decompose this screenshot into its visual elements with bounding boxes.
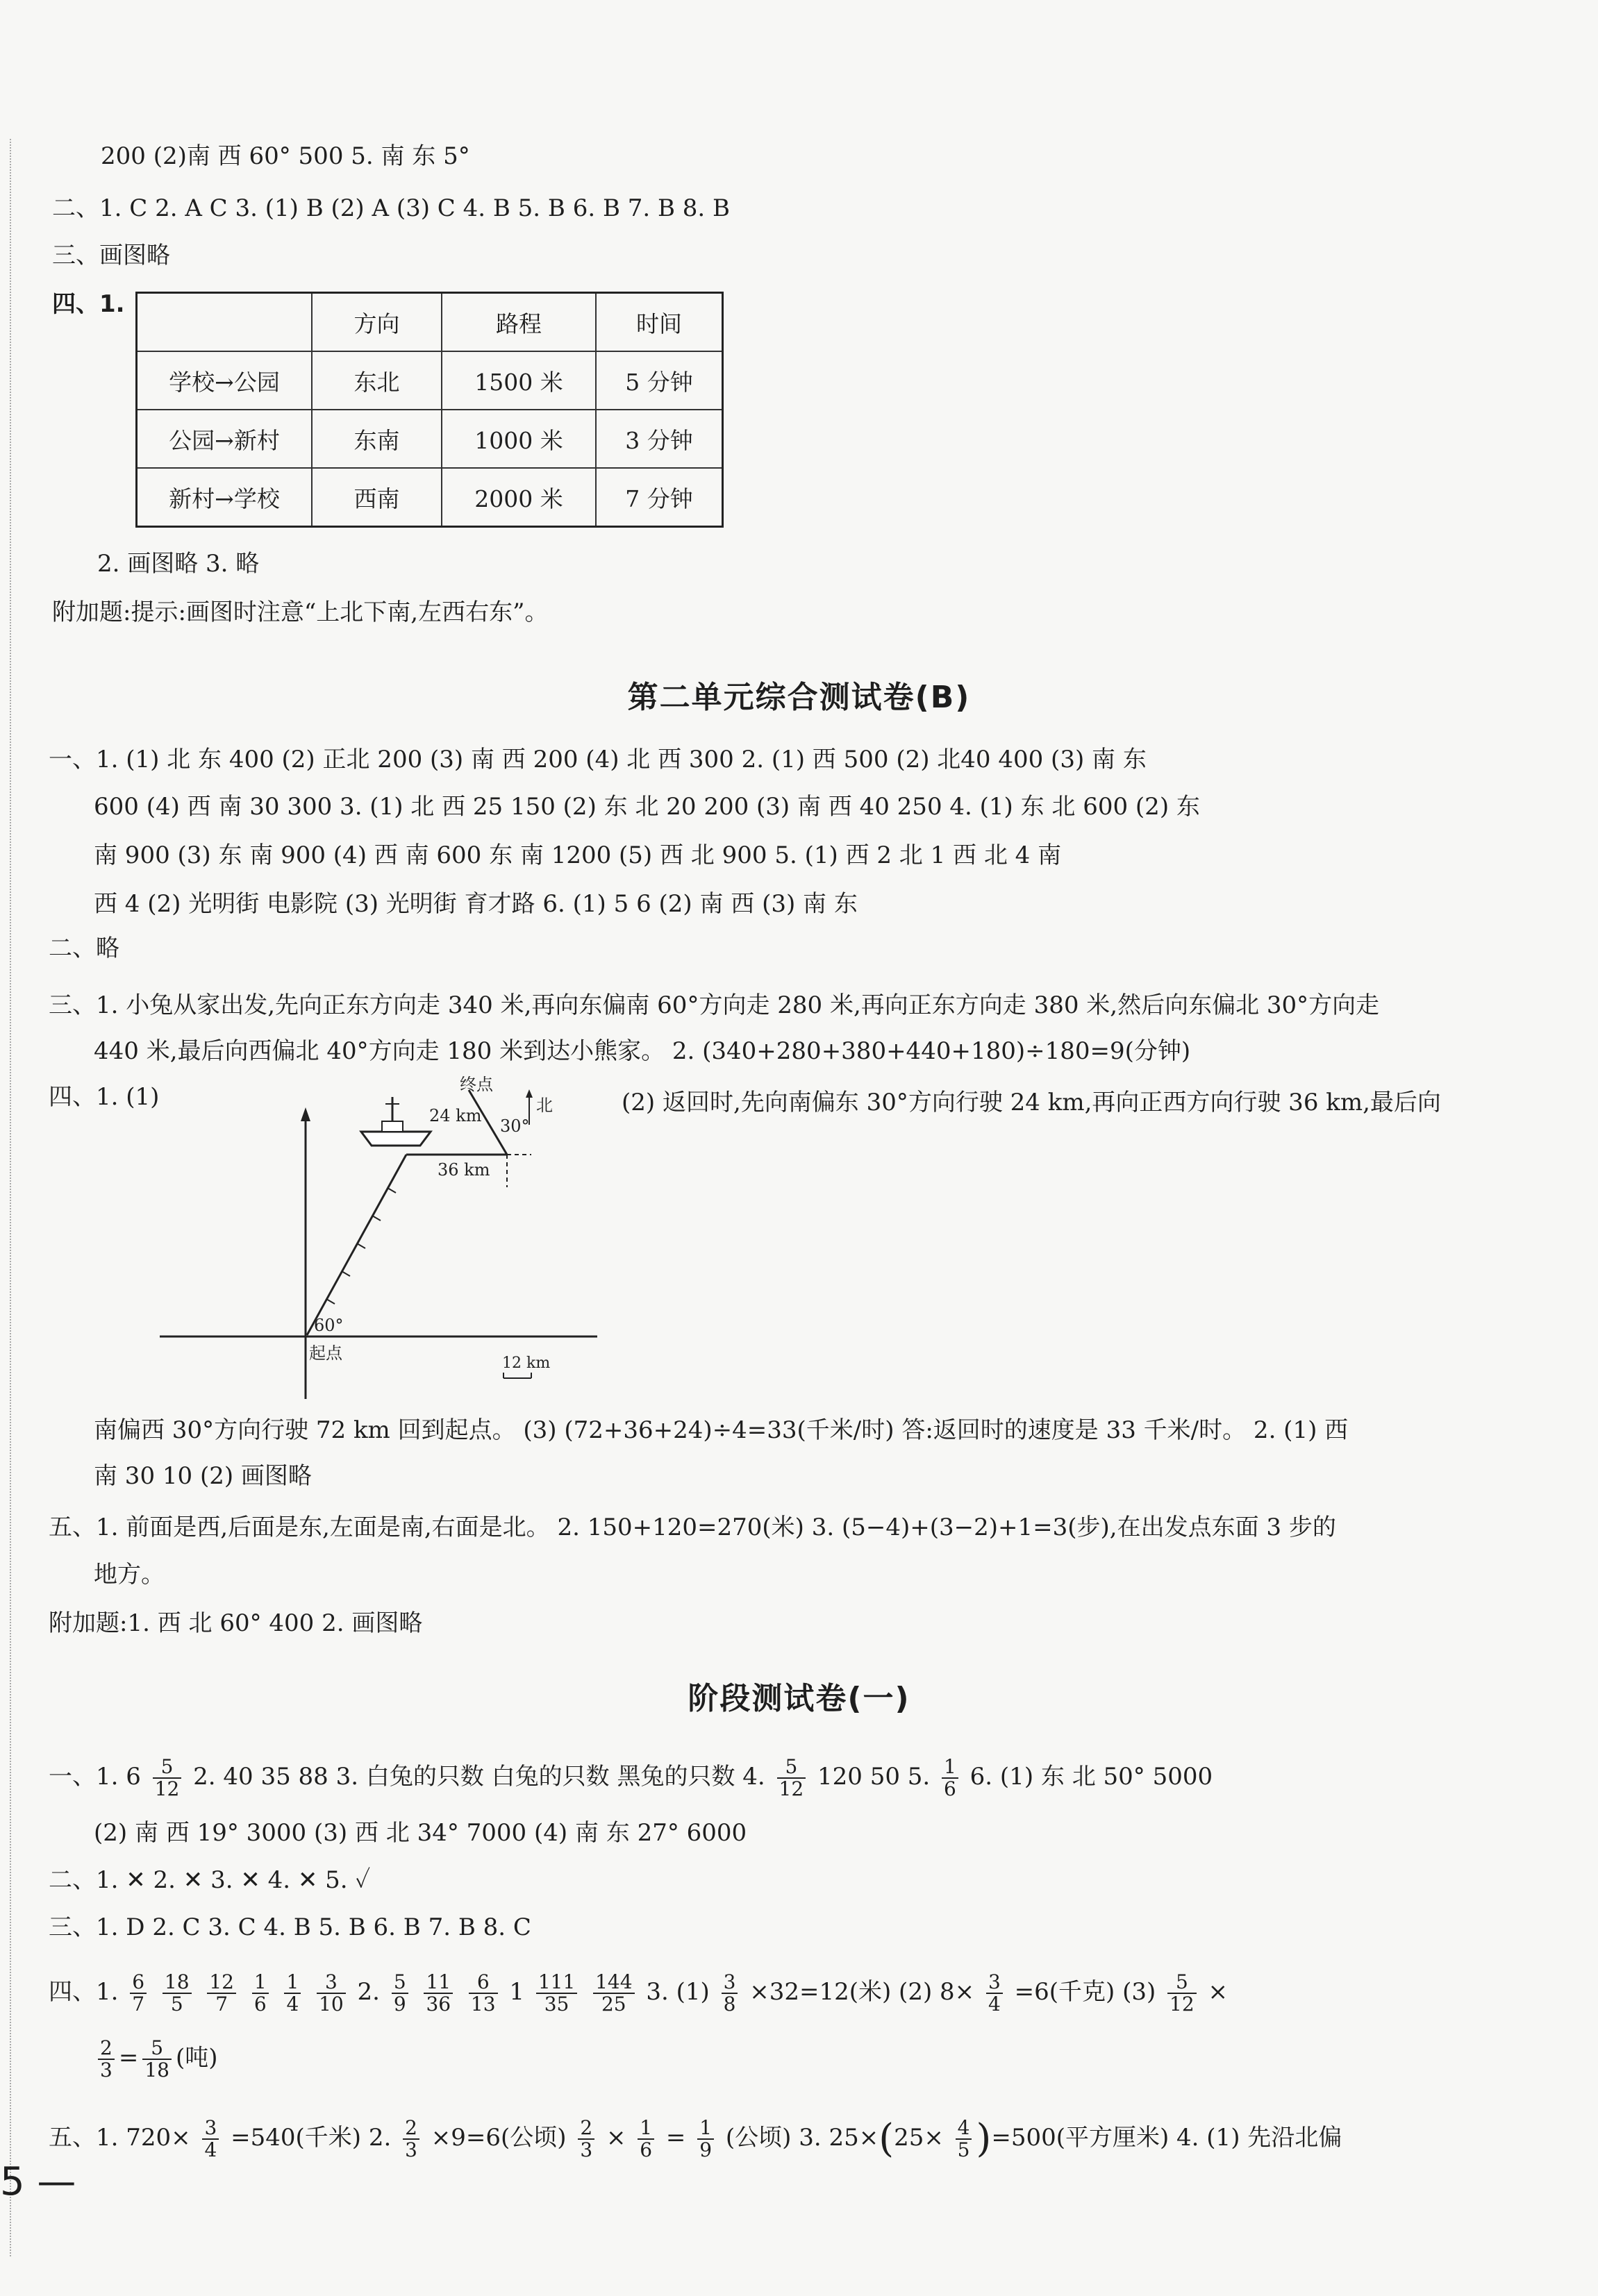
table-cell: 路程 [442,293,596,352]
denominator: 12 [154,1777,180,1800]
fraction [424,1972,453,2015]
fraction [392,1972,408,2015]
distance-label: 36 km [438,1160,490,1180]
fraction [469,1972,498,2015]
numerator: 1 [697,2118,714,2140]
fraction [317,1972,346,2015]
angle-label: 30° [500,1116,530,1136]
answer-line: 南 900 (3) 东 南 900 (4) 西 南 600 东 南 1200 (5) 西 北 900 5. (1) 西 2 北 1 西 北 4 南 [94,841,1062,869]
numerator: 11 [424,1972,453,1994]
text: 五、1. 720× [49,2124,191,2152]
denominator: 12 [779,1777,804,1800]
denominator: 25 [601,1993,626,2016]
fraction [284,1972,301,2015]
answer-line: 南 30 10 (2) 画图略 [94,1462,312,1490]
table-cell: 1500 米 [442,351,596,410]
denominator: 6 [640,2138,653,2161]
answer-line: (2) 南 西 19° 3000 (3) 西 北 34° 7000 (4) 南 东 27° 6000 [94,1819,747,1847]
denominator: 4 [286,1993,299,2016]
text: ×9=6(公顷) [431,2124,567,2152]
fraction [153,1757,182,1800]
north-label: 北 [536,1096,553,1115]
text: × [606,2124,626,2152]
table-cell: 方向 [312,293,442,352]
fraction [252,1972,269,2015]
text: 120 50 5. [817,1763,931,1791]
denominator: 6 [944,1777,956,1800]
numerator: 2 [578,2118,594,2140]
numerator: 1 [252,1972,269,1994]
answer-line: 西 4 (2) 光明街 电影院 (3) 光明街 育才路 6. (1) 5 6 (2) 南 西 (3) 南 东 [94,890,858,918]
numerator: 4 [956,2118,972,2140]
numerator: 2 [98,2038,115,2060]
text: 6. (1) 东 北 50° 5000 [969,1763,1213,1791]
fraction [142,2038,172,2081]
denominator: 7 [215,1993,228,2016]
fraction [777,1757,806,1800]
fraction [1167,1972,1197,2015]
text: 四、1. [49,1978,119,2006]
fraction [130,1972,147,2015]
numerator: 5 [142,2038,172,2060]
fraction [207,1972,236,2015]
fraction [722,1972,738,2015]
table-cell: 东北 [312,351,442,410]
text: (公顷) 3. 25× [725,2124,879,2152]
text: =6(千克) (3) [1014,1978,1156,2006]
numerator: 3 [722,1972,738,1994]
answer-line: 二、1. C 2. A C 3. (1) B (2) A (3) C 4. B 5. B 6. B 7. B 8. B [52,194,731,222]
denominator: 5 [957,2138,970,2161]
table-cell: 公园→新村 [137,410,313,468]
text: = [665,2124,686,2152]
answer-line: 三、1. 小兔从家出发,先向正东方向走 340 米,再向东偏南 60°方向走 280 米,再向正东方向走 380 米,然后向东偏北 30°方向走 [49,991,1380,1019]
fraction [98,2038,115,2081]
numerator: 3 [202,2118,219,2140]
answer-line: (2) 返回时,先向南偏东 30°方向行驶 24 km,再向正西方向行驶 36 km,最后向 [622,1089,1441,1116]
answer-line: 附加题:1. 西 北 60° 400 2. 画图略 [49,1609,423,1637]
denominator: 7 [132,1993,145,2016]
denominator: 9 [699,2138,713,2161]
table-cell: 新村→学校 [137,468,313,527]
numerator: 3 [986,1972,1003,1994]
numerator: 1 [942,1757,958,1779]
answer-line [49,1972,1228,2015]
answer-line: 一、1. (1) 北 东 400 (2) 正北 200 (3) 南 西 200 (4) 北 西 300 2. (1) 西 500 (2) 北40 400 (3) 南 东 [49,746,1147,773]
answer-line: 二、略 [49,935,119,962]
text: =540(千米) 2. [231,2124,392,2152]
angle-label: 60° [314,1316,344,1335]
numerator: 18 [163,1972,192,1994]
section-title: 第二单元综合测试卷(B) [627,680,971,715]
fraction [697,2118,714,2161]
text: 3. (1) [646,1978,710,2006]
denominator: 35 [544,1993,569,2016]
fraction [403,2118,419,2161]
table-row [137,351,723,410]
answer-line [49,1757,1213,1800]
end-label: 终点 [460,1075,493,1094]
numerator: 6 [469,1972,498,1994]
text: =500(平方厘米) 4. (1) 先沿北偏 [991,2124,1342,2152]
table-header-row [137,293,723,352]
text: 2. [357,1978,380,2006]
answer-line: 地方。 [94,1561,165,1589]
denominator: 5 [170,1993,183,2016]
answer-line: 四、1. (1) [49,1083,160,1111]
fraction [986,1972,1003,2015]
numerator: 1 [638,2118,654,2140]
question-label: 四、1. [52,290,125,318]
table-cell: 3 分钟 [596,410,723,468]
text: ×32=12(米) (2) 8× [749,1978,975,2006]
denominator: 12 [1170,1993,1195,2016]
numerator: 12 [207,1972,236,1994]
fraction [202,2118,219,2161]
answer-line: $\frac{2}{3}$ = $\frac{5}{18}$ (吨) [94,2038,218,2081]
numerator: 3 [317,1972,346,1994]
answer-line: 五、1. 720× $\frac{3}{4}$ =540(千米) 2. $\frac{2}{3}$ ×9=6(公顷) $\frac{2}{3}$ × $\frac{1}{6}$ = $\frac{1}{9}$ (公顷) 3. 25×(25× $\frac{4}{5}$ )=500(平方厘米) 4. (1) 先沿北偏 [49,2116,1342,2161]
scale-label: 12 km [502,1355,551,1372]
answer-line: 三、画图略 [52,242,170,269]
fraction [593,1972,634,2015]
answer-line: 600 (4) 西 南 30 300 3. (1) 北 西 25 150 (2) 东 北 20 200 (3) 南 西 40 250 4. (1) 东 北 600 (2) 东 [94,793,1200,821]
numerator: 5 [392,1972,408,1994]
denominator: 9 [393,1993,406,2016]
answer-line: 200 (2)南 西 60° 500 5. 南 东 5° [101,142,470,170]
denominator: 3 [405,2138,417,2161]
fraction [578,2118,594,2161]
table-cell: 时间 [596,293,723,352]
answer-line: 二、1. ✕ 2. ✕ 3. ✕ 4. ✕ 5. ✓ [49,1866,371,1894]
answer-line: 附加题:提示:画图时注意“上北下南,左西右东”。 [52,598,549,626]
text: (吨) [175,2044,218,2072]
distance-label: 24 km [429,1106,482,1125]
table-cell: 西南 [312,468,442,527]
numerator: 1 [284,1972,301,1994]
table-cell: 2000 米 [442,468,596,527]
table-cell: 东南 [312,410,442,468]
table-cell: 5 分钟 [596,351,723,410]
table-cell: 学校→公园 [137,351,313,410]
table-cell: 7 分钟 [596,468,723,527]
denominator: 18 [144,2059,169,2081]
page-number: 5 — [0,2159,76,2204]
table-row [137,468,723,527]
fraction [942,1757,958,1800]
ship-icon [361,1097,431,1146]
text: × [1208,1978,1228,2006]
text: 2. 40 35 88 3. 白兔的只数 白兔的只数 黑兔的只数 4. [193,1763,765,1791]
numerator: 5 [153,1757,182,1779]
numerator: 2 [403,2118,419,2140]
answer-line: 2. 画图略 3. 略 [97,550,260,578]
denominator: 3 [100,2059,113,2081]
answer-line: 南偏西 30°方向行驶 72 km 回到起点。 (3) (72+36+24)÷4=33(千米/时) 答:返回时的速度是 33 千米/时。 2. (1) 西 [94,1416,1349,1444]
text: 一、1. 6 [49,1763,141,1791]
table-cell: 1000 米 [442,410,596,468]
route-diagram [153,1073,604,1406]
table-cell [137,293,313,352]
fraction [638,2118,654,2161]
denominator: 8 [723,1993,736,2016]
denominator: 4 [988,1993,1001,2016]
margin-rule [10,139,11,2256]
numerator: 6 [130,1972,147,1994]
text: 1 [509,1978,524,2006]
numerator: 111 [536,1972,577,1994]
denominator: 3 [580,2138,593,2161]
fraction [956,2118,972,2161]
text: 25× [894,2124,944,2152]
numerator: 5 [1167,1972,1197,1994]
numerator: 5 [777,1757,806,1779]
denominator: 36 [426,1993,451,2016]
fraction [536,1972,577,2015]
numerator: 144 [593,1972,634,1994]
answer-line: 440 米,最后向西偏北 40°方向走 180 米到达小熊家。 2. (340+280+380+440+180)÷180=9(分钟) [94,1037,1191,1065]
denominator: 10 [319,1993,344,2016]
denominator: 6 [253,1993,267,2016]
start-label: 起点 [309,1343,342,1363]
fraction [163,1972,192,2015]
table-row [137,410,723,468]
answer-line: 五、1. 前面是西,后面是东,左面是南,右面是北。 2. 150+120=270(米) 3. (5−4)+(3−2)+1=3(步),在出发点东面 3 步的 [49,1514,1336,1541]
direction-table [135,292,724,528]
denominator: 13 [470,1993,496,2016]
section-title: 阶段测试卷(一) [688,1681,910,1716]
answer-line: 三、1. D 2. C 3. C 4. B 5. B 6. B 7. B 8. C [49,1913,531,1941]
denominator: 4 [204,2138,217,2161]
